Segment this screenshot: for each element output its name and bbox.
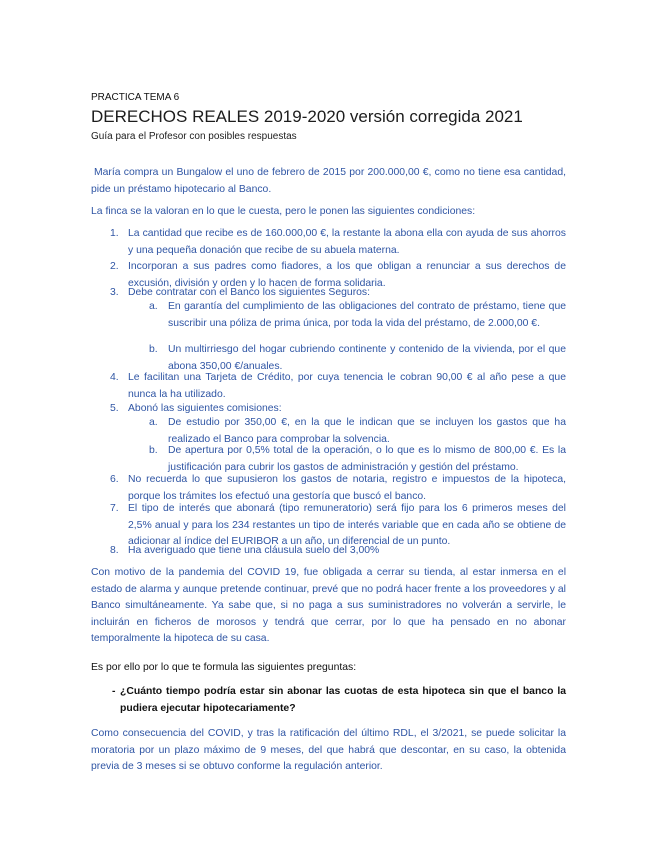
list-number: 4. (110, 372, 119, 383)
document-subtitle: Guía para el Profesor con posibles respuestas (91, 131, 297, 142)
sub-list-letter: a. (149, 417, 158, 428)
list-number: 3. (110, 287, 119, 298)
condition-item-6: No recuerda lo que supusieron los gastos de notaria, registro e impuestos de la hipoteca, porque los trámites los efectuó una gestoría que buscó el banco. (128, 474, 566, 502)
sub-list-letter: b. (149, 445, 158, 456)
covid-paragraph: Con motivo de la pandemia del COVID 19, fue obligada a cerrar su tienda, al estar inmersa en el estado de alarma y aunque pretende continuar, prevé que no podrá hacer frente a los proveedores y al Banco simultáneamente. Ya sabe que, si no paga a sus suministradores no volverán a servirle, le incluirán en ficheros de morosos y tendrá que cerrar, por lo que ha pensado en no abonar temporalmente la hipoteca de su casa. (91, 567, 566, 644)
list-number: 1. (110, 228, 119, 239)
condition-item-1: La cantidad que recibe es de 160.000,00 €, la restante la abona ella con ayuda de sus ahorros y una pequeña donación que recibe de su abuela materna. (128, 228, 566, 256)
list-number: 5. (110, 403, 119, 414)
condition-subitem-3b: Un multirriesgo del hogar cubriendo continente y contenido de la vivienda, por el que abona 350,00 €/anuales. (168, 344, 566, 372)
list-number: 8. (110, 545, 119, 556)
condition-item-3: Debe contratar con el Banco los siguientes Seguros: (128, 287, 371, 298)
question-bullet: - (112, 686, 116, 697)
list-number: 6. (110, 474, 119, 485)
list-number: 2. (110, 261, 119, 272)
practice-label: PRACTICA TEMA 6 (91, 92, 180, 103)
sub-list-letter: a. (149, 301, 158, 312)
condition-item-4: Le facilitan una Tarjeta de Crédito, por cuya tenencia le cobran 90,00 € al año pese a que nunca la ha utilizado. (128, 372, 566, 400)
questions-intro: Es por ello por lo que te formula las siguientes preguntas: (91, 662, 357, 673)
condition-item-2: Incorporan a sus padres como fiadores, a los que obligan a renunciar a sus derechos de excusión, división y orden y lo hacen de forma solidaria. (128, 261, 566, 289)
condition-subitem-3a: En garantía del cumplimiento de las obligaciones del contrato de préstamo, tiene que suscribir una póliza de prima única, por toda la vida del préstamo, de 2.000,00 €. (168, 301, 566, 329)
condition-subitem-5a: De estudio por 350,00 €, en la que le indican que se incluyen los gastos que ha realizado el Banco para comprobar la solvencia. (168, 417, 566, 445)
sub-list-letter: b. (149, 344, 158, 355)
list-number: 7. (110, 503, 119, 514)
answer-paragraph: Como consecuencia del COVID, y tras la ratificación del último RDL, el 3/2021, se puede solicitar la moratoria por un plazo máximo de 9 meses, del que habrá que descontar, en su caso, la obtenida previa de 3 meses si se obtuvo conforme la regulación anterior. (91, 728, 566, 772)
condition-item-7: El tipo de interés que abonará (tipo remuneratorio) será fijo para los 6 primeros meses del 2,5% anual y para los 234 restantes un tipo de interés variable que en cada año se obtiene de adicionar al índice del EURIBOR a un año, un diferencial de un punto. (128, 503, 566, 547)
document-title: DERECHOS REALES 2019-2020 versión corregida 2021 (91, 107, 523, 126)
question-text: ¿Cuánto tiempo podría estar sin abonar las cuotas de esta hipoteca sin que el banco la pudiera ejecutar hipotecariamente? (120, 686, 566, 714)
intro-paragraph-1: María compra un Bungalow el uno de febrero de 2015 por 200.000,00 €, como no tiene esa cantidad, pide un préstamo hipotecario al Banco. (91, 167, 566, 195)
intro-paragraph-2: La finca se la valoran en lo que le cuesta, pero le ponen las siguientes condiciones: (91, 206, 476, 217)
condition-subitem-5b: De apertura por 0,5% total de la operación, o lo que es lo mismo de 800,00 €. Es la justificación para cubrir los gastos de administración y gestión del préstamo. (168, 445, 566, 473)
condition-item-5: Abonó las siguientes comisiones: (128, 403, 282, 414)
condition-item-8: Ha averiguado que tiene una cláusula suelo del 3,00% (128, 545, 380, 556)
